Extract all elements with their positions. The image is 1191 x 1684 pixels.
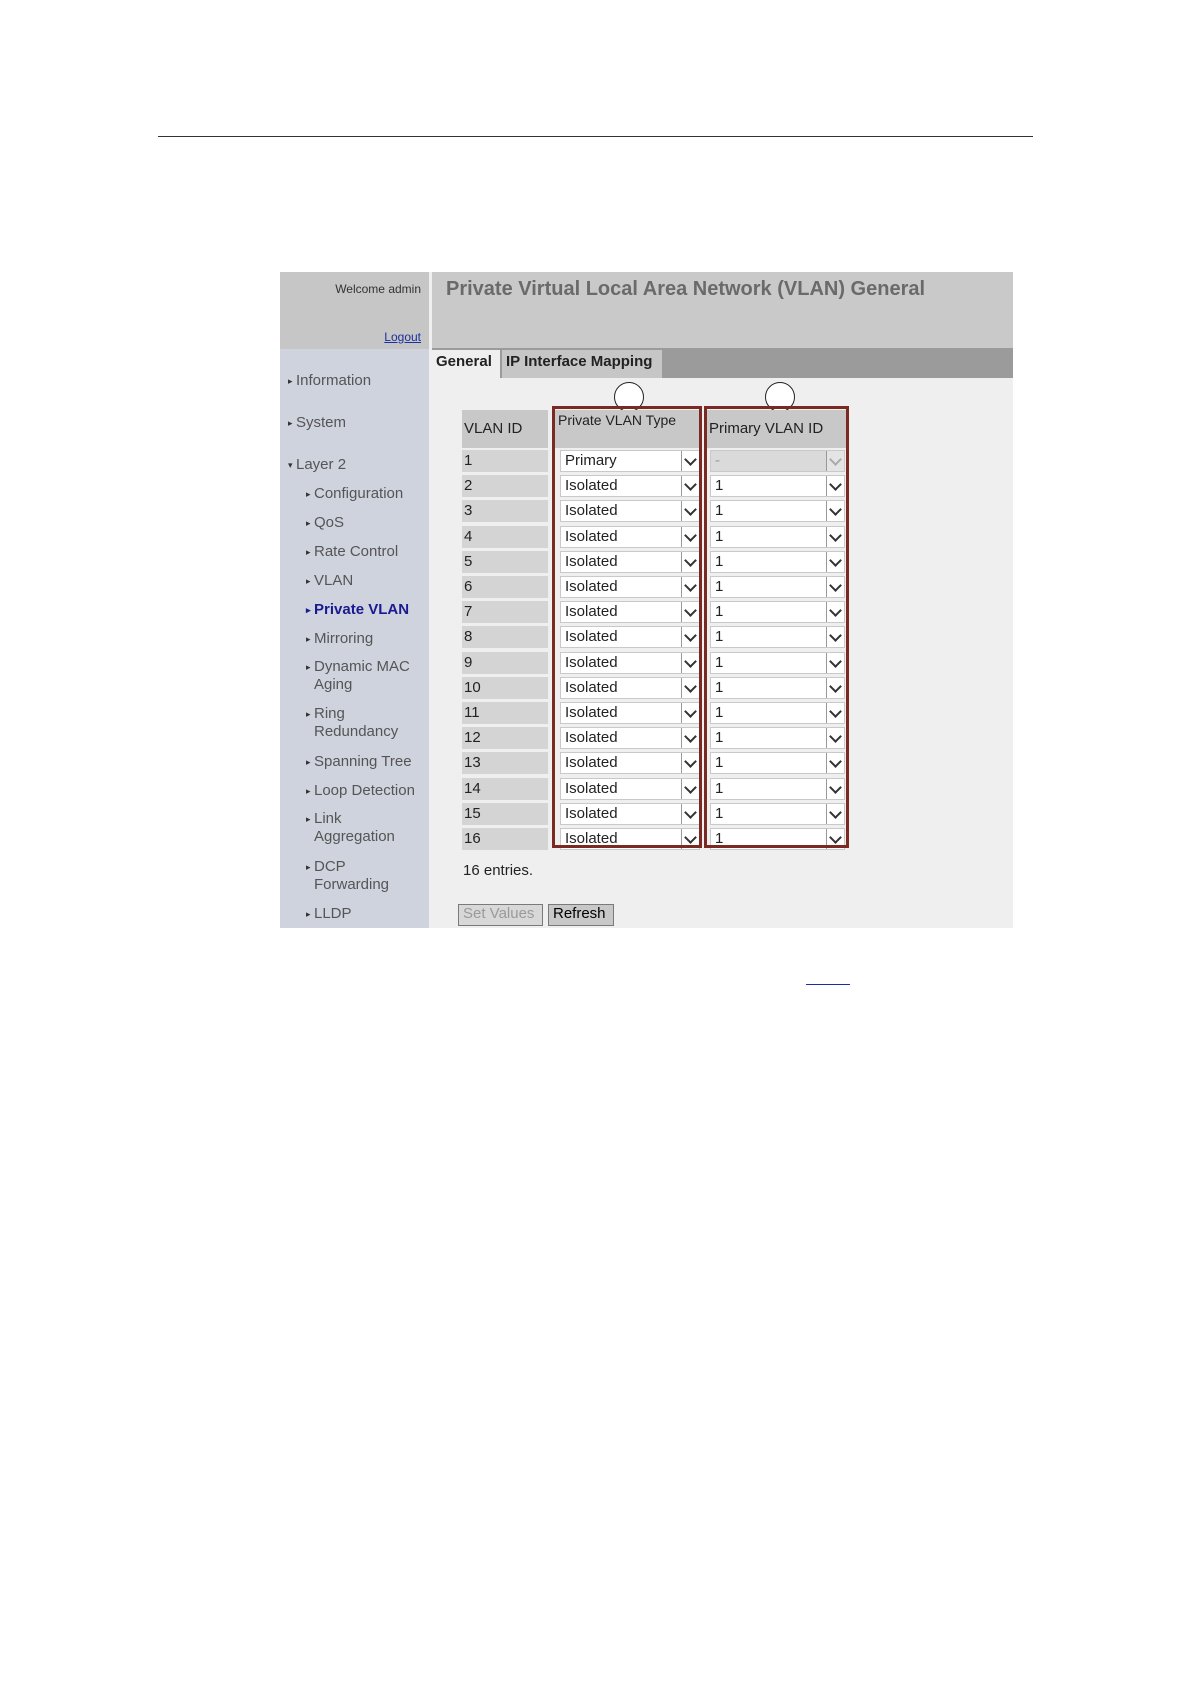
header-private-vlan-type: Private VLAN Type <box>552 410 699 448</box>
primary-vlan-id-select[interactable] <box>710 652 845 674</box>
private-vlan-type-select[interactable] <box>560 526 700 548</box>
sidebar-item-label: Dynamic MAC Aging <box>314 658 410 693</box>
screenshot-frame <box>280 272 1013 928</box>
select-value: 1 <box>715 654 724 671</box>
chevron-down-icon <box>681 728 699 748</box>
chevron-down-icon <box>681 501 699 521</box>
select-value: Isolated <box>565 528 618 545</box>
tab-ip-interface-mapping[interactable]: IP Interface Mapping <box>502 350 662 378</box>
sidebar-item-loop-detection[interactable] <box>306 782 426 800</box>
caret-right-icon: ▸ <box>306 662 311 672</box>
private-vlan-type-select[interactable] <box>560 752 700 774</box>
private-vlan-type-select[interactable] <box>560 626 700 648</box>
chevron-down-icon <box>826 703 844 723</box>
private-vlan-type-select[interactable] <box>560 652 700 674</box>
sidebar-item-rate-control[interactable] <box>306 543 426 561</box>
caret-right-icon: ▸ <box>306 489 311 499</box>
caret-right-icon: ▸ <box>306 909 311 919</box>
chevron-down-icon <box>826 501 844 521</box>
sidebar-item-label: Loop Detection <box>314 782 415 799</box>
chevron-down-icon <box>826 577 844 597</box>
sidebar-item-qos[interactable] <box>306 514 426 532</box>
vlan-id-cell: 6 <box>462 576 548 598</box>
chevron-down-icon <box>681 577 699 597</box>
chevron-down-icon <box>826 451 844 471</box>
select-value: Isolated <box>565 477 618 494</box>
private-vlan-type-select[interactable] <box>560 828 700 850</box>
chevron-down-icon <box>826 779 844 799</box>
select-value: Isolated <box>565 628 618 645</box>
sidebar-item-label: QoS <box>314 514 345 531</box>
primary-vlan-id-select[interactable] <box>710 475 845 497</box>
select-value: Isolated <box>565 729 618 746</box>
primary-vlan-id-select[interactable] <box>710 500 845 522</box>
select-value: Isolated <box>565 654 618 671</box>
sidebar-item-configuration[interactable] <box>306 485 426 503</box>
caret-right-icon: ▸ <box>288 376 293 386</box>
select-value: Isolated <box>565 830 618 847</box>
select-value: 1 <box>715 502 724 519</box>
chevron-down-icon <box>681 678 699 698</box>
private-vlan-type-select[interactable] <box>560 475 700 497</box>
sidebar-item-label: Ring Redundancy <box>314 705 399 740</box>
caret-right-icon: ▸ <box>306 757 311 767</box>
chevron-down-icon <box>681 476 699 496</box>
page-header <box>432 272 1013 348</box>
select-value: Isolated <box>565 578 618 595</box>
select-value: Isolated <box>565 704 618 721</box>
chevron-down-icon <box>826 552 844 572</box>
primary-vlan-id-select[interactable] <box>710 803 845 825</box>
private-vlan-type-select[interactable] <box>560 727 700 749</box>
sidebar-item-label: Configuration <box>314 485 404 502</box>
private-vlan-type-select[interactable] <box>560 450 700 472</box>
primary-vlan-id-select[interactable] <box>710 828 845 850</box>
chevron-down-icon <box>681 829 699 849</box>
select-value: Isolated <box>565 553 618 570</box>
sidebar-item-label: LLDP <box>314 905 352 922</box>
callout-circle-1 <box>614 382 644 412</box>
tab-general[interactable]: General <box>432 350 500 378</box>
select-value: 1 <box>715 754 724 771</box>
entries-count: 16 entries. <box>463 862 534 879</box>
caret-right-icon: ▸ <box>306 814 311 824</box>
sidebar-item-label: Mirroring <box>314 630 374 647</box>
chevron-down-icon <box>826 602 844 622</box>
vlan-id-cell: 3 <box>462 500 548 522</box>
sidebar-item-system[interactable] <box>288 414 418 432</box>
vlan-id-cell: 4 <box>462 526 548 548</box>
caret-right-icon: ▸ <box>306 576 311 586</box>
welcome-text: Welcome admin <box>335 282 421 296</box>
sidebar-item-mirroring[interactable] <box>306 630 426 648</box>
primary-vlan-id-select[interactable] <box>710 601 845 623</box>
sidebar-item-spanning-tree[interactable] <box>306 753 426 771</box>
select-value: Isolated <box>565 603 618 620</box>
chevron-down-icon <box>681 804 699 824</box>
select-value: 1 <box>715 553 724 570</box>
sidebar-item-label: Private VLAN <box>314 601 410 618</box>
select-value: 1 <box>715 729 724 746</box>
chevron-down-icon <box>681 627 699 647</box>
sidebar-item-label: Link Aggregation <box>314 810 395 845</box>
header-vlan-id: VLAN ID <box>462 410 548 448</box>
page-title: Private Virtual Local Area Network (VLAN) General <box>446 278 926 300</box>
select-value: 1 <box>715 780 724 797</box>
primary-vlan-id-select[interactable] <box>710 551 845 573</box>
sidebar-item-label: System <box>296 414 347 431</box>
chevron-down-icon <box>681 552 699 572</box>
sidebar-item-label: Spanning Tree <box>314 753 412 770</box>
select-value: Isolated <box>565 502 618 519</box>
select-value: 1 <box>715 603 724 620</box>
chevron-down-icon <box>826 678 844 698</box>
page-rule <box>158 136 1033 137</box>
private-vlan-type-select[interactable] <box>560 702 700 724</box>
select-value: 1 <box>715 528 724 545</box>
sidebar <box>280 272 429 928</box>
select-value: 1 <box>715 679 724 696</box>
private-vlan-type-select[interactable] <box>560 778 700 800</box>
sidebar-item-dcp-forwarding[interactable] <box>306 858 426 894</box>
vlan-id-cell: 7 <box>462 601 548 623</box>
vlan-id-cell: 15 <box>462 803 548 825</box>
chevron-down-icon <box>826 829 844 849</box>
private-vlan-type-select[interactable] <box>560 601 700 623</box>
sidebar-item-layer-2[interactable] <box>288 456 418 474</box>
private-vlan-type-select[interactable] <box>560 576 700 598</box>
chevron-down-icon <box>826 753 844 773</box>
caret-down-icon: ▾ <box>288 460 293 470</box>
vlan-id-cell: 1 <box>462 450 548 472</box>
callout-circle-2 <box>765 382 795 412</box>
caret-right-icon: ▸ <box>306 786 311 796</box>
primary-vlan-id-select[interactable] <box>710 752 845 774</box>
vlan-id-cell: 16 <box>462 828 548 850</box>
chevron-down-icon <box>681 653 699 673</box>
chevron-down-icon <box>826 476 844 496</box>
chevron-down-icon <box>681 703 699 723</box>
chevron-down-icon <box>681 753 699 773</box>
vlan-id-cell: 5 <box>462 551 548 573</box>
chevron-down-icon <box>681 451 699 471</box>
select-value: 1 <box>715 704 724 721</box>
chevron-down-icon <box>826 804 844 824</box>
private-vlan-type-select[interactable] <box>560 500 700 522</box>
primary-vlan-id-select[interactable] <box>710 526 845 548</box>
caret-right-icon: ▸ <box>306 862 311 872</box>
tab-bar <box>432 348 1013 378</box>
select-value: Isolated <box>565 679 618 696</box>
select-value: 1 <box>715 628 724 645</box>
chevron-down-icon <box>681 779 699 799</box>
caret-right-icon: ▸ <box>306 605 311 615</box>
vlan-id-cell: 14 <box>462 778 548 800</box>
private-vlan-type-select[interactable] <box>560 677 700 699</box>
welcome-panel <box>280 272 429 349</box>
primary-vlan-id-select[interactable] <box>710 778 845 800</box>
caret-right-icon: ▸ <box>306 547 311 557</box>
vlan-id-cell: 8 <box>462 626 548 648</box>
primary-vlan-id-select[interactable] <box>710 727 845 749</box>
logout-link[interactable]: Logout <box>384 330 421 344</box>
sidebar-item-information[interactable] <box>288 372 418 390</box>
select-value: 1 <box>715 830 724 847</box>
vlan-id-cell: 12 <box>462 727 548 749</box>
primary-vlan-id-select <box>710 450 845 472</box>
select-value: Isolated <box>565 780 618 797</box>
sidebar-item-ring-redundancy[interactable] <box>306 705 426 741</box>
link-underline <box>806 984 850 985</box>
primary-vlan-id-select[interactable] <box>710 626 845 648</box>
sidebar-item-label: DCP Forwarding <box>314 858 390 893</box>
private-vlan-type-select[interactable] <box>560 551 700 573</box>
private-vlan-type-select[interactable] <box>560 803 700 825</box>
sidebar-item-lldp[interactable] <box>306 905 426 923</box>
chevron-down-icon <box>826 728 844 748</box>
vlan-id-cell: 11 <box>462 702 548 724</box>
primary-vlan-id-select[interactable] <box>710 677 845 699</box>
chevron-down-icon <box>826 653 844 673</box>
sidebar-item-link-aggregation[interactable] <box>306 810 426 846</box>
sidebar-item-label: Rate Control <box>314 543 399 560</box>
select-value: Isolated <box>565 754 618 771</box>
header-primary-vlan-id: Primary VLAN ID <box>704 410 846 448</box>
sidebar-item-label: VLAN <box>314 572 354 589</box>
vlan-id-cell: 13 <box>462 752 548 774</box>
sidebar-item-dynamic-mac-aging[interactable] <box>306 658 426 694</box>
select-value: 1 <box>715 578 724 595</box>
vlan-id-cell: 2 <box>462 475 548 497</box>
set-values-button[interactable]: Set Values <box>458 904 543 926</box>
chevron-down-icon <box>826 527 844 547</box>
select-value: Primary <box>565 452 617 469</box>
primary-vlan-id-select[interactable] <box>710 702 845 724</box>
caret-right-icon: ▸ <box>306 634 311 644</box>
sidebar-item-private-vlan[interactable] <box>306 601 426 619</box>
caret-right-icon: ▸ <box>306 518 311 528</box>
sidebar-item-label: Information <box>296 372 372 389</box>
select-value: Isolated <box>565 805 618 822</box>
vlan-id-cell: 9 <box>462 652 548 674</box>
refresh-button[interactable]: Refresh <box>548 904 614 926</box>
vlan-id-cell: 10 <box>462 677 548 699</box>
sidebar-item-label: Layer 2 <box>296 456 347 473</box>
chevron-down-icon <box>681 602 699 622</box>
caret-right-icon: ▸ <box>288 418 293 428</box>
primary-vlan-id-select[interactable] <box>710 576 845 598</box>
sidebar-item-vlan[interactable] <box>306 572 426 590</box>
select-value: 1 <box>715 477 724 494</box>
select-value: - <box>715 452 720 469</box>
chevron-down-icon <box>826 627 844 647</box>
chevron-down-icon <box>681 527 699 547</box>
caret-right-icon: ▸ <box>306 709 311 719</box>
select-value: 1 <box>715 805 724 822</box>
